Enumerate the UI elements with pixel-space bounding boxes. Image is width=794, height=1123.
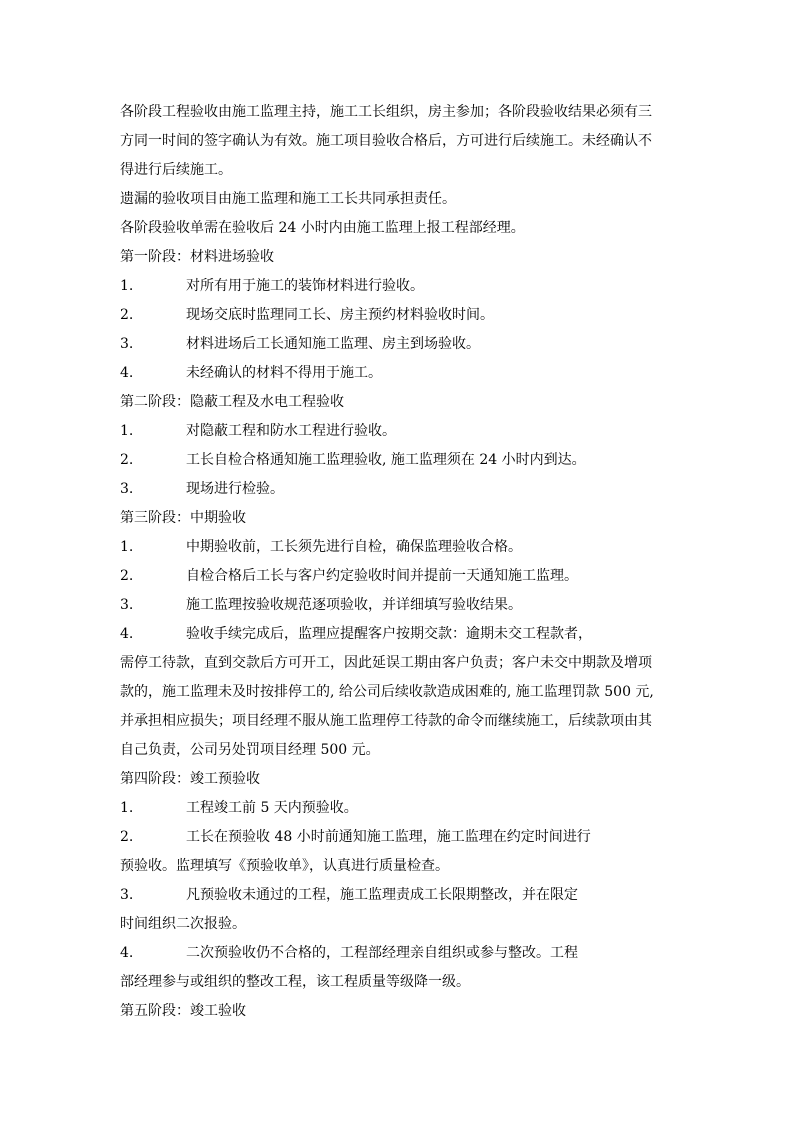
- list-number: 2.: [120, 829, 134, 845]
- list-number: 4.: [120, 365, 134, 381]
- stage-1-heading: 第一阶段：材料进场验收: [120, 249, 274, 265]
- list-text: 现场进行检验。: [186, 481, 284, 497]
- list-item: [120, 794, 674, 823]
- text-line: 并承担相应损失；项目经理不服从施工监理停工待款的命令而继续施工，后续款项由其: [120, 713, 652, 729]
- list-number: 3.: [120, 597, 134, 613]
- list-item: [120, 823, 674, 852]
- list-number: 1.: [120, 278, 134, 294]
- list-item: [120, 272, 674, 301]
- list-item: [120, 939, 674, 968]
- list-item: [120, 417, 674, 446]
- list-text: 自检合格后工长与客户约定验收时间并提前一天通知施工监理。: [186, 568, 578, 584]
- list-text: 凡预验收未通过的工程，施工监理责成工长限期整改，并在限定: [186, 887, 578, 903]
- list-number: 2.: [120, 568, 134, 584]
- list-item: [120, 620, 674, 649]
- text-line: 部经理参与或组织的整改工程，该工程质量等级降一级。: [120, 974, 470, 990]
- list-number: 3.: [120, 481, 134, 497]
- intro-paragraph-2: 遗漏的验收项目由施工监理和施工工长共同承担责任。: [120, 191, 456, 207]
- list-item: [120, 359, 674, 388]
- list-text: 未经确认的材料不得用于施工。: [186, 365, 382, 381]
- list-text: 工程竣工前 5 天内预验收。: [186, 800, 358, 816]
- list-number: 1.: [120, 423, 134, 439]
- list-item: [120, 562, 674, 591]
- intro-paragraph-3: 各阶段验收单需在验收后 24 小时内由施工监理上报工程部经理。: [120, 220, 525, 236]
- text-line: 自己负责，公司另处罚项目经理 500 元。: [120, 742, 380, 758]
- list-item: [120, 881, 674, 910]
- text-line: 款的，施工监理未及时按排停工的, 给公司后续收款造成困难的, 施工监理罚款 500 元,: [120, 684, 654, 700]
- stage-1-list: [120, 272, 674, 388]
- list-text: 对隐蔽工程和防水工程进行验收。: [186, 423, 396, 439]
- intro-paragraph-1: [120, 98, 674, 185]
- stage-5-heading: 第五阶段：竣工验收: [120, 1003, 246, 1019]
- stage-4-list: [120, 794, 674, 997]
- list-text: 对所有用于施工的装饰材料进行验收。: [186, 278, 424, 294]
- list-text: 工长自检合格通知施工监理验收, 施工监理须在 24 小时内到达。: [186, 452, 586, 468]
- list-number: 4.: [120, 945, 134, 961]
- list-text: 现场交底时监理同工长、房主预约材料验收时间。: [186, 307, 494, 323]
- stage-3-heading: 第三阶段：中期验收: [120, 510, 246, 526]
- list-number: 4.: [120, 626, 134, 642]
- list-text: 中期验收前，工长须先进行自检，确保监理验收合格。: [186, 539, 522, 555]
- text-line: 预验收。监理填写《预验收单》，认真进行质量检查。: [120, 858, 449, 874]
- stage-4-heading: 第四阶段：竣工预验收: [120, 771, 260, 787]
- text-line: 方同一时间的签字确认为有效。施工项目验收合格后，方可进行后续施工。未经确认不: [120, 133, 652, 149]
- list-number: 2.: [120, 307, 134, 323]
- list-text: 工长在预验收 48 小时前通知施工监理，施工监理在约定时间进行: [186, 829, 591, 845]
- list-item: [120, 301, 674, 330]
- text-line: 各阶段工程验收由施工监理主持，施工工长组织，房主参加；各阶段验收结果必须有三: [120, 104, 652, 120]
- text-line: 时间组织二次报验。: [120, 916, 246, 932]
- list-text: 施工监理按验收规范逐项验收，并详细填写验收结果。: [186, 597, 522, 613]
- list-number: 3.: [120, 887, 134, 903]
- list-text: 验收手续完成后，监理应提醒客户按期交款：逾期未交工程款者，: [186, 626, 592, 642]
- list-item: [120, 330, 674, 359]
- list-item: [120, 591, 674, 620]
- list-number: 1.: [120, 539, 134, 555]
- list-text: 材料进场后工长通知施工监理、房主到场验收。: [186, 336, 480, 352]
- list-item: [120, 446, 674, 475]
- text-line: 需停工待款，直到交款后方可开工，因此延误工期由客户负责；客户未交中期款及增项: [120, 655, 652, 671]
- stage-3-list: [120, 533, 674, 765]
- stage-2-list: [120, 417, 674, 504]
- list-text: 二次预验收仍不合格的，工程部经理亲自组织或参与整改。工程: [186, 945, 578, 961]
- list-number: 1.: [120, 800, 134, 816]
- list-item: [120, 533, 674, 562]
- text-line: 得进行后续施工。: [120, 162, 232, 178]
- list-item: [120, 475, 674, 504]
- list-number: 3.: [120, 336, 134, 352]
- list-number: 2.: [120, 452, 134, 468]
- stage-2-heading: 第二阶段：隐蔽工程及水电工程验收: [120, 394, 344, 410]
